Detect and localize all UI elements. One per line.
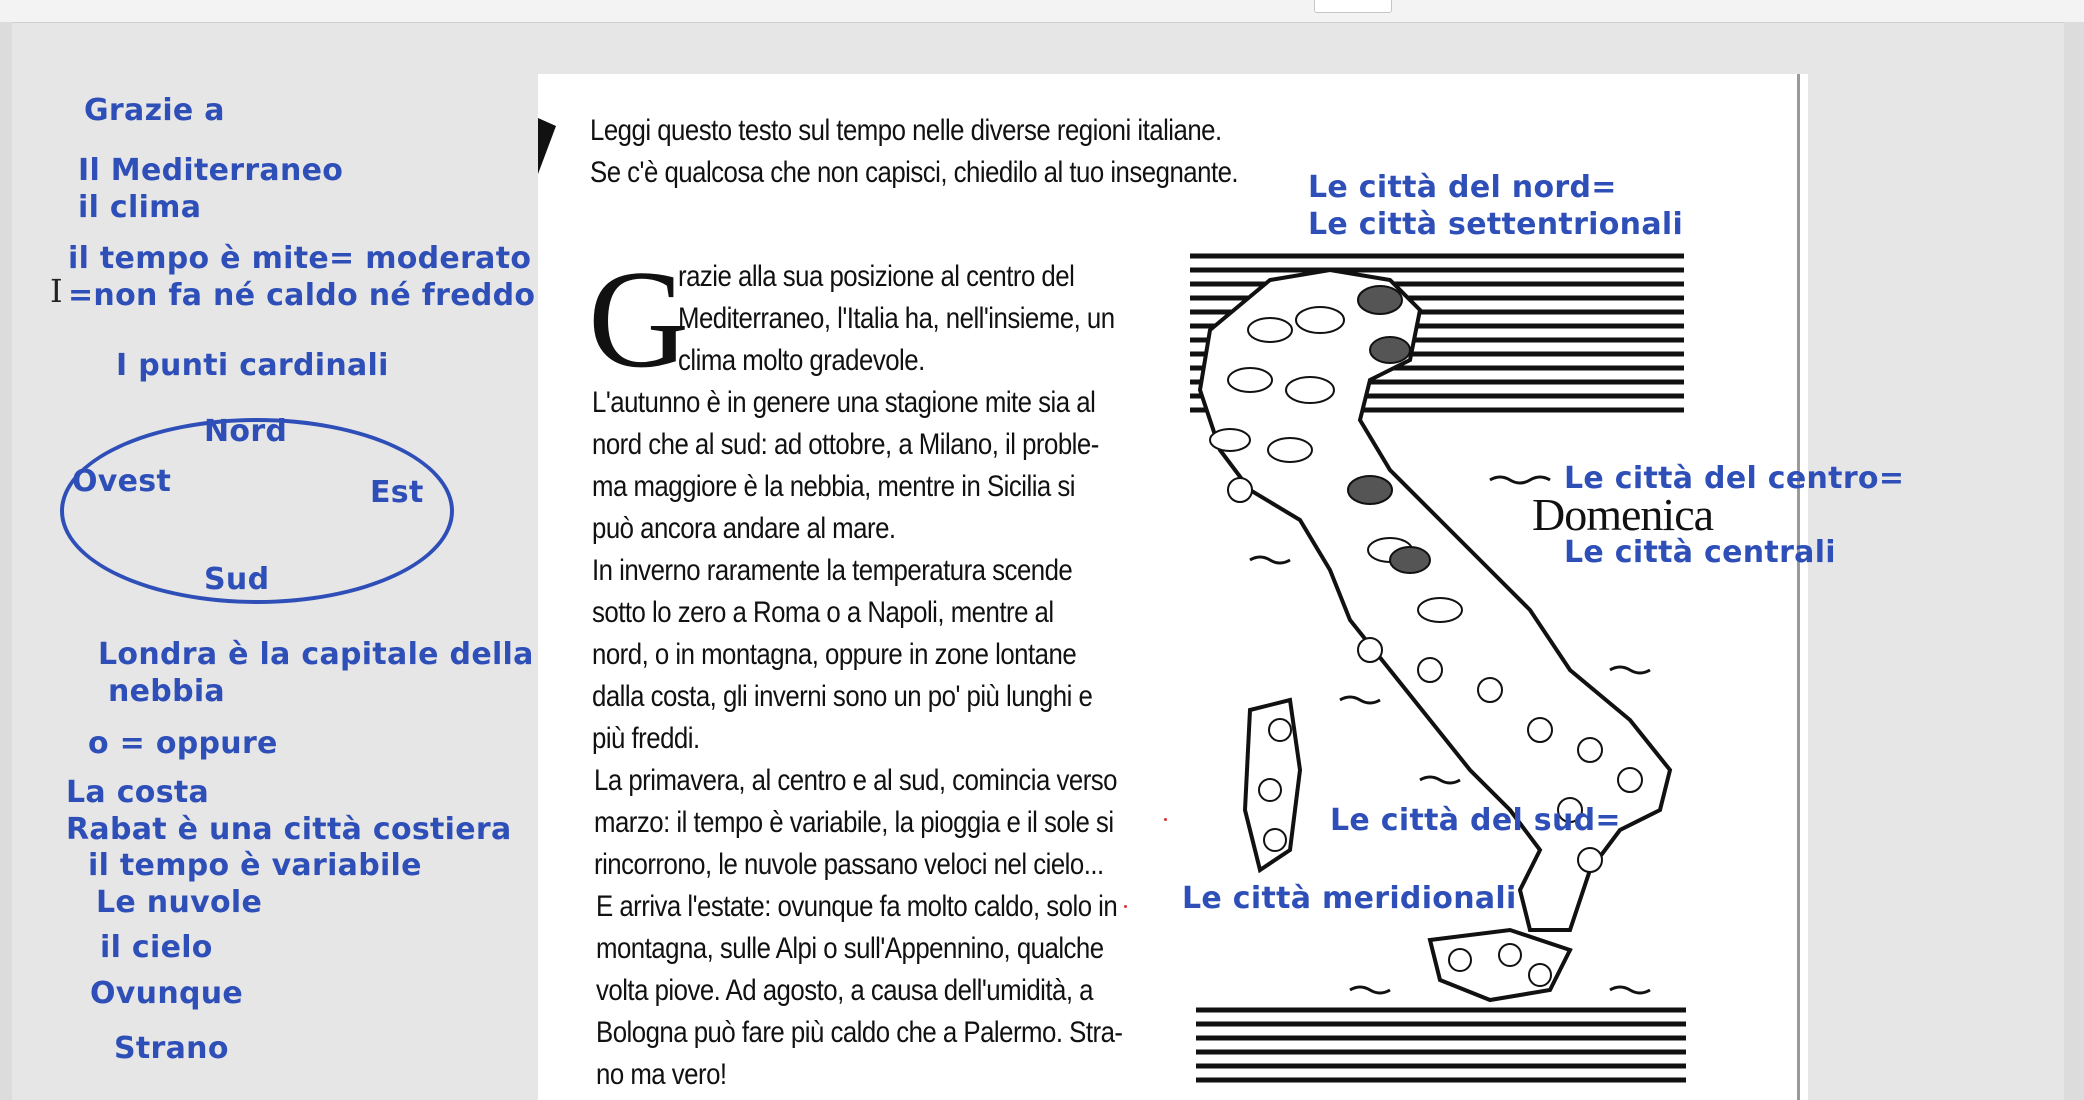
paragraph-line: La primavera, al centro e al sud, comincia verso bbox=[594, 764, 1118, 797]
note-nuvole: Le nuvole bbox=[96, 885, 263, 920]
note-cielo: il cielo bbox=[100, 930, 213, 965]
note-costa: La costa bbox=[66, 775, 210, 810]
paragraph-line: clima molto gradevole. bbox=[678, 344, 925, 377]
paragraph-line: montagna, sulle Alpi o sull'Appennino, qualche bbox=[596, 932, 1104, 965]
note-citta-centro: Le città del centro= bbox=[1564, 461, 1905, 496]
paragraph-line: dalla costa, gli inverni sono un po' più lunghi e bbox=[592, 680, 1093, 713]
compass-sud: Sud bbox=[204, 562, 270, 597]
left-gutter bbox=[0, 22, 12, 1100]
compass-est: Est bbox=[370, 475, 424, 510]
top-toolbar bbox=[0, 0, 2084, 23]
paragraph-line: L'autunno è in genere una stagione mite sia al bbox=[592, 386, 1096, 419]
paragraph-line: Bologna può fare più caldo che a Palermo. Stra- bbox=[596, 1016, 1123, 1049]
note-citta-settentrionali: Le città settentrionali bbox=[1308, 207, 1684, 242]
note-mite: il tempo è mite= moderato bbox=[68, 241, 532, 276]
note-ovunque: Ovunque bbox=[90, 976, 244, 1011]
note-strano: Strano bbox=[114, 1031, 229, 1066]
intro-line-1: Leggi questo testo sul tempo nelle diverse regioni italiane. bbox=[590, 114, 1222, 147]
drop-cap: G bbox=[588, 242, 690, 397]
note-mite-def: =non fa né caldo né freddo bbox=[68, 278, 536, 313]
paragraph-line: marzo: il tempo è variabile, la pioggia e il sole si bbox=[594, 806, 1114, 839]
note-variabile: il tempo è variabile bbox=[88, 848, 422, 883]
note-punti-cardinali: I punti cardinali bbox=[116, 348, 389, 383]
annotation-dot bbox=[1124, 905, 1127, 908]
note-grazie: Grazie a bbox=[84, 93, 225, 128]
intro-line-2: Se c'è qualcosa che non capisci, chiedilo al tuo insegnante. bbox=[590, 156, 1239, 189]
note-mediterraneo: Il Mediterraneo bbox=[78, 153, 344, 188]
paragraph-line: rincorrono, le nuvole passano veloci nel cielo... bbox=[594, 848, 1104, 881]
note-citta-nord: Le città del nord= bbox=[1308, 170, 1617, 205]
paragraph-line: E arriva l'estate: ovunque fa molto caldo, solo in bbox=[596, 890, 1118, 923]
compass-nord: Nord bbox=[204, 414, 288, 449]
paragraph-line: più freddi. bbox=[592, 722, 700, 755]
note-oppure: o = oppure bbox=[88, 726, 278, 761]
italy-weather-map bbox=[1190, 250, 1690, 1090]
paragraph-line: sotto lo zero a Roma o a Napoli, mentre al bbox=[592, 596, 1054, 629]
paragraph-line: nord che al sud: ad ottobre, a Milano, il proble- bbox=[592, 428, 1099, 461]
paragraph-line: In inverno raramente la temperatura scende bbox=[592, 554, 1073, 587]
note-citta-meridionali: Le città meridionali bbox=[1182, 881, 1517, 916]
note-rabat: Rabat è una città costiera bbox=[66, 812, 512, 847]
paragraph-line: nord, o in montagna, oppure in zone lontane bbox=[592, 638, 1077, 671]
note-citta-centrali: Le città centrali bbox=[1564, 535, 1836, 570]
paragraph-line: volta piove. Ad agosto, a causa dell'umidità, a bbox=[596, 974, 1094, 1007]
note-nebbia: nebbia bbox=[108, 674, 225, 709]
paragraph-line: ma maggiore è la nebbia, mentre in Sicilia si bbox=[592, 470, 1075, 503]
paragraph-line: può ancora andare al mare. bbox=[592, 512, 896, 545]
annotation-dot bbox=[1164, 818, 1167, 821]
compass-ovest: Ovest bbox=[72, 464, 172, 499]
note-londra: Londra è la capitale della bbox=[98, 637, 534, 672]
toolbar-input-box[interactable] bbox=[1314, 0, 1392, 13]
horizontal-stripes-bottom bbox=[1196, 1010, 1686, 1080]
paragraph-line: Mediterraneo, l'Italia ha, nell'insieme, un bbox=[678, 302, 1115, 335]
map-caption: Domenica bbox=[1532, 489, 1714, 540]
note-citta-sud: Le città del sud= bbox=[1330, 803, 1621, 838]
note-clima: il clima bbox=[78, 190, 202, 225]
text-cursor-icon: I bbox=[50, 272, 63, 310]
paragraph-line: no ma vero! bbox=[596, 1058, 727, 1091]
paragraph-line: razie alla sua posizione al centro del bbox=[678, 260, 1075, 293]
right-gutter bbox=[2064, 22, 2084, 1100]
page-edge-line bbox=[1797, 74, 1800, 1100]
corner-triangle-icon bbox=[538, 118, 556, 174]
